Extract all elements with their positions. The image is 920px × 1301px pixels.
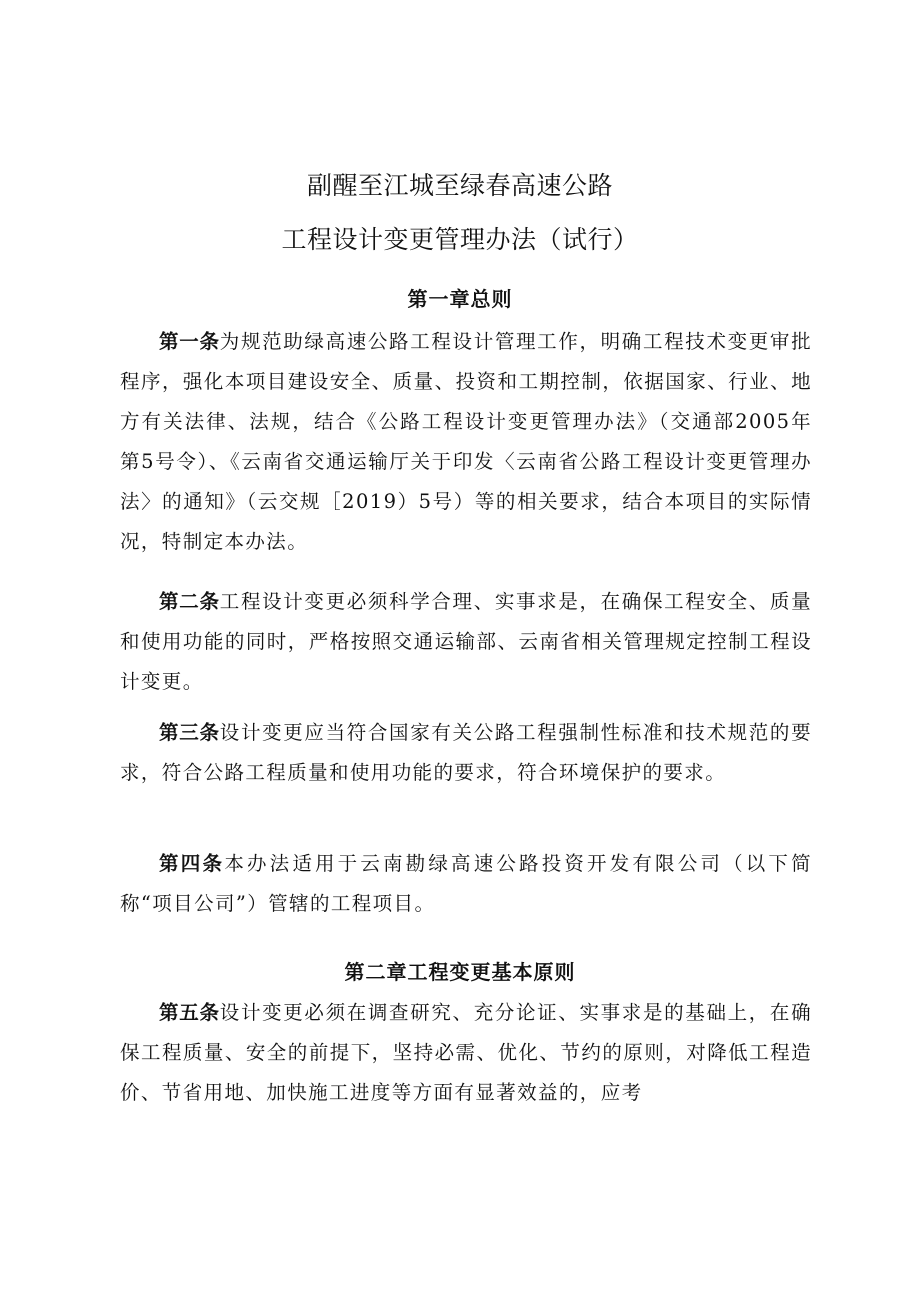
document-title-line1: 副醒至江城至绿春高速公路 [306,171,613,200]
chapter-heading: 第一章总则 [407,287,513,311]
article-paragraph [120,582,812,702]
article-text: 设计变更必须在调查研究、充分论证、实事求是的基础上，在确保工程质量、安全的前提下，坚持必需、优化、节约的原则，对降低工程造价、节省用地、加快施工进度等方面有显著效益的，应考 [120,1001,812,1104]
article-number: 第三条 [159,721,220,744]
article-paragraph [120,844,812,924]
article-text: 本办法适用于云南勘绿高速公路投资开发有限公司（以下简称“项目公司”）管辖的工程项目。 [120,852,812,915]
article-number: 第二条 [159,590,220,613]
chapter-heading: 第二章工程变更基本原则 [344,960,576,984]
article-paragraph [120,993,812,1113]
article-number: 第五条 [159,1001,220,1024]
document-title-line2: 工程设计变更管理办法（试行） [281,225,639,254]
article-paragraph [120,713,812,793]
article-number: 第一条 [159,330,220,353]
article-text: 为规范助绿高速公路工程设计管理工作，明确工程技术变更审批程序，强化本项目建设安全、质量、投资和工期控制，依据国家、行业、地方有关法律、法规，结合《公路工程设计变更管理办法》（交通部2005年第5号令）、《云南省交通运输厅关于印发〈云南省公路工程设计变更管理办法〉的通知》（云交规［2019）5号）等的相关要求，结合本项目的实际情况，特制定本办法。 [120,330,812,553]
article-text: 工程设计变更必须科学合理、实事求是，在确保工程安全、质量和使用功能的同时，严格按照交通运输部、云南省相关管理规定控制工程设计变更。 [120,590,812,693]
article-text: 设计变更应当符合国家有关公路工程强制性标准和技术规范的要求，符合公路工程质量和使用功能的要求，符合环境保护的要求。 [120,721,812,784]
article-number: 第四条 [159,852,225,875]
article-paragraph [120,322,812,562]
